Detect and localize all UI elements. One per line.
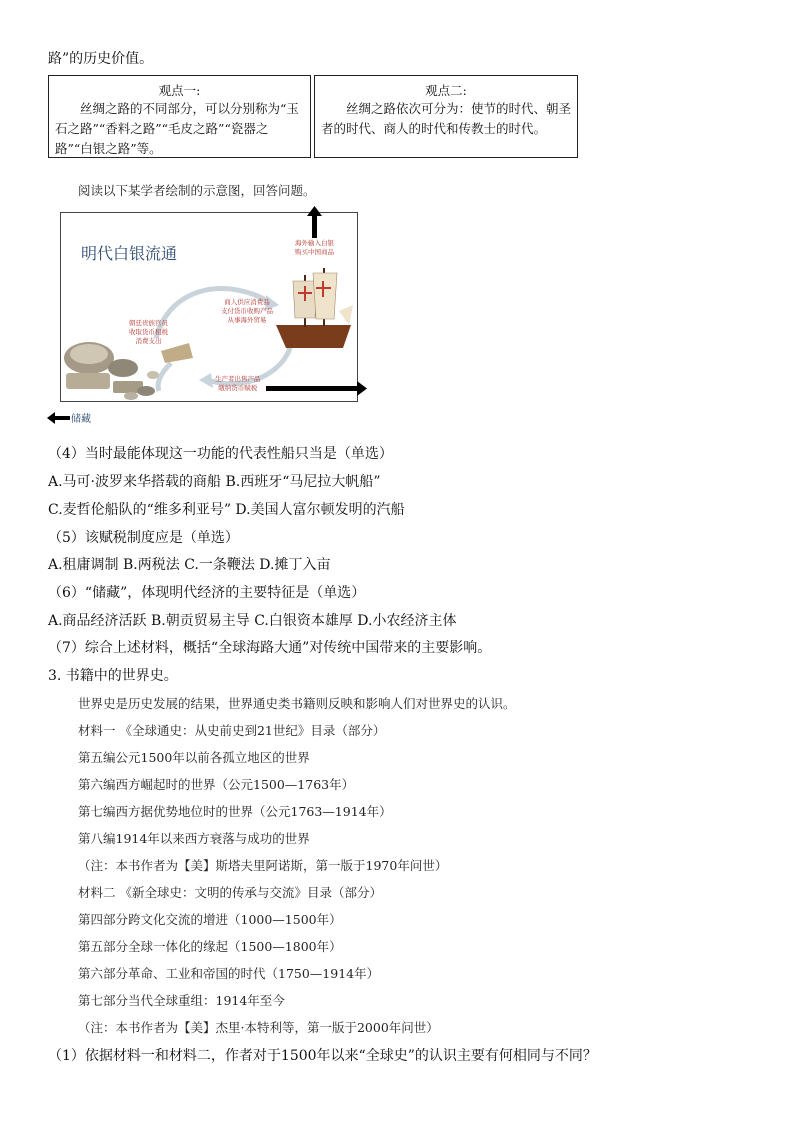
section-3-question-1: （1）依据材料一和材料二，作者对于1500年以来“全球史”的认识主要有何相同与不同？ xyxy=(48,1048,597,1064)
label-producers: 生产者出售产品 缴纳货币赋税 xyxy=(215,375,261,392)
figure-title: 明代白银流通 xyxy=(81,244,178,263)
section-3-line: （注：本书作者为【美】杰里·本特利等，第一版于2000年问世） xyxy=(78,1020,439,1035)
viewpoint-two-title: 观点二: xyxy=(425,83,467,98)
section-3-heading: 3. 书籍中的世界史。 xyxy=(48,668,178,684)
viewpoint-one-title: 观点一: xyxy=(158,83,201,98)
intro-tail: 路”的历史价值。 xyxy=(48,51,154,67)
section-3-line: 第七编西方据优势地位时的世界（公元1763—1914年） xyxy=(78,804,392,819)
section-3-line: 第六部分革命、工业和帝国的时代（1750—1914年） xyxy=(78,966,380,981)
label-merchants: 商人供应消费品 支付货币收购产品 从事海外贸易 xyxy=(221,298,273,324)
question-4-options-2: C.麦哲伦船队的“维多利亚号” D.美国人富尔顿发明的汽船 xyxy=(48,502,405,518)
question-6: （6）“储藏”，体现明代经济的主要特征是（单选） xyxy=(48,585,366,601)
label-court-officials: 朝廷贵族官员 收取货币租税 消费支出 xyxy=(129,319,168,345)
question-5-options: A.租庸调制 B.两税法 C.一条鞭法 D.摊丁入亩 xyxy=(48,557,331,573)
question-4: （4）当时最能体现这一功能的代表性船只当是（单选） xyxy=(48,446,393,462)
section-3-line: （注：本书作者为【美】斯塔夫里阿诺斯，第一版于1970年问世） xyxy=(78,858,448,873)
section-3-line: 第五部分全球一体化的缘起（1500—1800年） xyxy=(78,939,342,954)
section-3-line: 第八编1914年以来西方衰落与成功的世界 xyxy=(78,831,310,846)
label-storage: 储藏 xyxy=(71,414,91,425)
question-6-options: A.商品经济活跃 B.朝贡贸易主导 C.白银资本雄厚 D.小农经济主体 xyxy=(48,613,457,629)
question-7: （7）综合上述材料，概括“全球海路大通”对传统中国带来的主要影响。 xyxy=(48,640,492,656)
viewpoint-two-body: 丝绸之路依次可分为：使节的时代、朝圣者的时代、商人的时代和传教士的时代。 xyxy=(321,101,572,136)
question-5: （5）该赋税制度应是（单选） xyxy=(48,530,239,546)
arrow-left-icon xyxy=(47,412,70,424)
arrow-up-icon xyxy=(307,206,322,238)
section-3-line: 材料一 《全球通史：从史前史到21世纪》目录（部分） xyxy=(78,723,386,738)
section-3-line: 材料二 《新全球史：文明的传承与交流》目录（部分） xyxy=(78,885,382,900)
arrow-right-icon xyxy=(266,381,367,396)
viewpoint-one-body: 丝绸之路的不同部分，可以分别称为“玉石之路”“香料之路”“毛皮之路”“瓷器之路”“白银之路”等。 xyxy=(55,101,299,156)
section-3-line: 世界史是历史发展的结果，世界通史类书籍则反映和影响人们对世界史的认识。 xyxy=(78,696,516,711)
label-overseas-silver: 海外输入白银 购买中国商品 xyxy=(295,239,334,256)
figure-prompt: 阅读以下某学者绘制的示意图，回答问题。 xyxy=(78,183,316,198)
section-3-line: 第五编公元1500年以前各孤立地区的世界 xyxy=(78,750,310,765)
section-3-line: 第六编西方崛起时的世界（公元1500—1763年） xyxy=(78,777,355,792)
figure-external-arrows xyxy=(0,0,794,430)
section-3-line: 第四部分跨文化交流的增进（1000—1500年） xyxy=(78,912,342,927)
question-4-options-1: A.马可·波罗来华搭载的商船 B.西班牙“马尼拉大帆船” xyxy=(48,474,381,490)
section-3-line: 第七部分当代全球重组：1914年至今 xyxy=(78,993,285,1008)
